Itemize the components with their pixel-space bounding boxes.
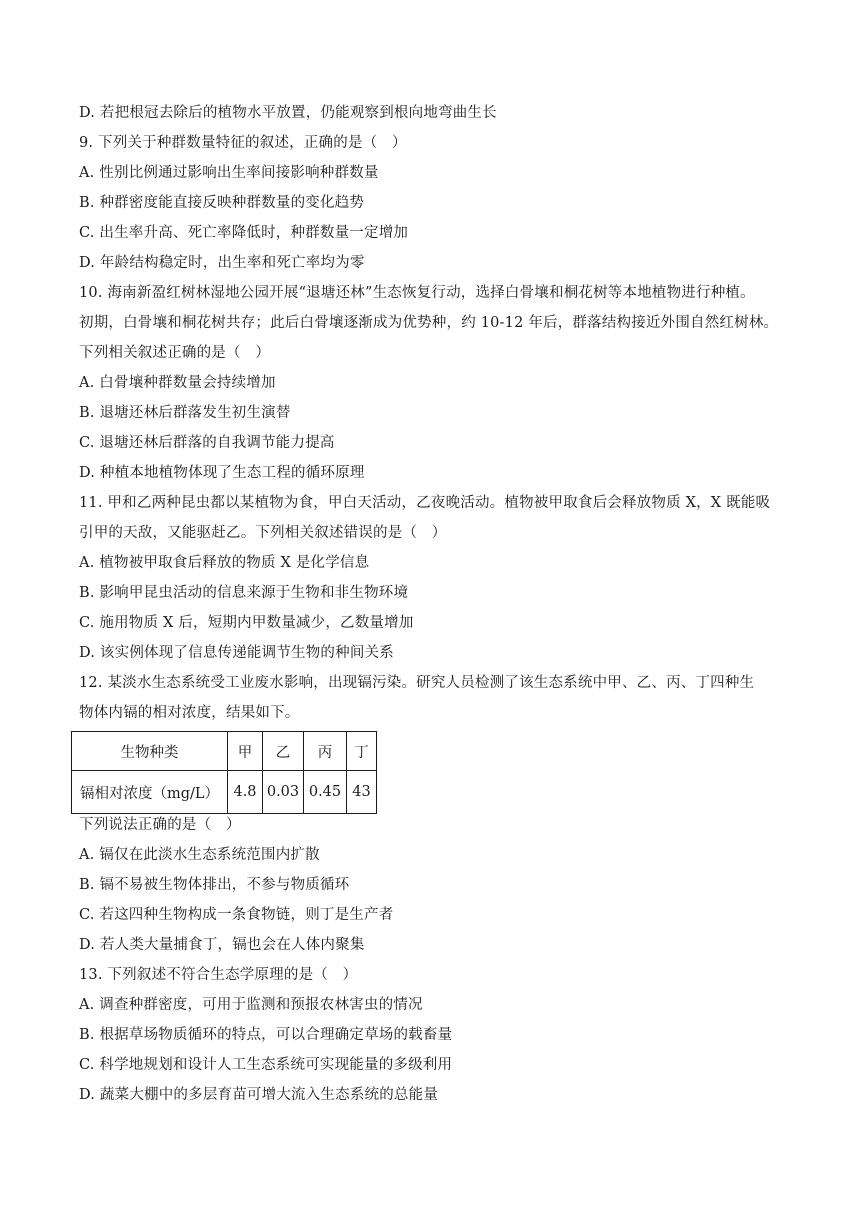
table-cell: 0.45 (304, 771, 347, 814)
option-11a: A. 植物被甲取食后释放的物质 X 是化学信息 (79, 555, 370, 571)
table-row (72, 771, 377, 814)
option-9b: B. 种群密度能直接反映种群数量的变化趋势 (79, 195, 365, 211)
option-12b: B. 镉不易被生物体排出，不参与物质循环 (79, 877, 350, 893)
question-12-stem-line1: 12. 某淡水生态系统受工业废水影响，出现镉污染。研究人员检测了该生态系统中甲、乙、丙、丁四种生 (79, 675, 755, 691)
question-9-stem: 9. 下列关于种群数量特征的叙述，正确的是（ ） (79, 135, 407, 151)
table-cell: 0.03 (263, 771, 304, 814)
option-13c: C. 科学地规划和设计人工生态系统可实现能量的多级利用 (79, 1057, 453, 1073)
question-11-stem-line2: 引甲的天敌，又能驱赶乙。下列相关叙述错误的是（ ） (79, 525, 447, 541)
table-header-cell: 丁 (347, 732, 377, 771)
question-10-stem-line1: 10. 海南新盈红树林湿地公园开展“退塘还林”生态恢复行动，选择白骨壤和桐花树等本地植物进行种植。 (79, 285, 755, 301)
option-10a: A. 白骨壤种群数量会持续增加 (79, 375, 276, 391)
option-9a: A. 性别比例通过影响出生率间接影响种群数量 (79, 165, 379, 181)
option-13a: A. 调查种群密度，可用于监测和预报农林害虫的情况 (79, 997, 423, 1013)
option-10b: B. 退塘还林后群落发生初生演替 (79, 405, 291, 421)
option-12d: D. 若人类大量捕食丁，镉也会在人体内聚集 (79, 937, 365, 953)
table-cell: 43 (347, 771, 377, 814)
option-12a: A. 镉仅在此淡水生态系统范围内扩散 (79, 847, 320, 863)
table-header-cell: 乙 (263, 732, 304, 771)
option-13d: D. 蔬菜大棚中的多层育苗可增大流入生态系统的总能量 (79, 1087, 439, 1103)
table-header-cell: 甲 (228, 732, 263, 771)
option-9d: D. 年龄结构稳定时，出生率和死亡率均为零 (79, 255, 365, 271)
option-10d: D. 种植本地植物体现了生态工程的循环原理 (79, 465, 365, 481)
option-8d: D. 若把根冠去除后的植物水平放置，仍能观察到根向地弯曲生长 (79, 105, 497, 121)
question-12-stem-line2: 物体内镉的相对浓度，结果如下。 (79, 705, 300, 721)
table-header-row (72, 732, 377, 771)
option-11c: C. 施用物质 X 后，短期内甲数量减少，乙数量增加 (79, 615, 414, 631)
question-10-stem-line2: 初期，白骨壤和桐花树共存；此后白骨壤逐渐成为优势种，约 10-12 年后，群落结构接近外围自然红树林。 (79, 315, 779, 331)
question-13-stem: 13. 下列叙述不符合生态学原理的是（ ） (79, 967, 358, 983)
cadmium-table (71, 731, 377, 814)
option-13b: B. 根据草场物质循环的特点，可以合理确定草场的载畜量 (79, 1027, 453, 1043)
option-11d: D. 该实例体现了信息传递能调节生物的种间关系 (79, 645, 394, 661)
option-10c: C. 退塘还林后群落的自我调节能力提高 (79, 435, 335, 451)
table-cell: 4.8 (228, 771, 263, 814)
option-12c: C. 若这四种生物构成一条食物链，则丁是生产者 (79, 907, 394, 923)
table-header-cell: 生物种类 (72, 732, 228, 771)
question-12-prompt: 下列说法正确的是（ ） (79, 817, 241, 833)
table-header-cell: 丙 (304, 732, 347, 771)
option-9c: C. 出生率升高、死亡率降低时，种群数量一定增加 (79, 225, 409, 241)
table-cell: 镉相对浓度（mg/L） (72, 771, 228, 814)
question-10-stem-line3: 下列相关叙述正确的是（ ） (79, 345, 271, 361)
question-11-stem-line1: 11. 甲和乙两种昆虫都以某植物为食，甲白天活动，乙夜晚活动。植物被甲取食后会释放物质 X，X 既能吸 (79, 495, 771, 511)
option-11b: B. 影响甲昆虫活动的信息来源于生物和非生物环境 (79, 585, 409, 601)
